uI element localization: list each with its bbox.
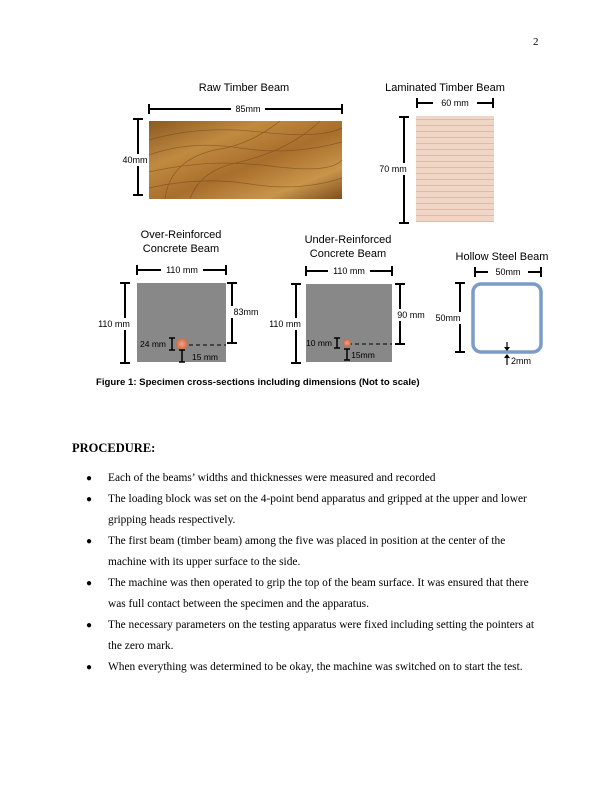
over-reinforced-beam — [94, 229, 262, 363]
hollow-steel-section — [473, 284, 541, 352]
under-reinforced-height-label: 110 mm — [269, 319, 301, 329]
over-reinforced-title-2: Concrete Beam — [142, 243, 220, 255]
raw-timber-beam — [118, 82, 342, 199]
over-reinforced-height-label: 110 mm — [98, 319, 130, 329]
hollow-steel-title: Hollow Steel Beam — [455, 251, 549, 263]
hollow-steel-thickness-label: 2mm — [511, 356, 531, 366]
under-reinforced-depth-label: 90 mm — [397, 310, 425, 320]
raw-timber-section — [149, 121, 342, 199]
laminated-width-label: 60 mm — [441, 98, 469, 108]
list-item — [86, 531, 536, 573]
list-item-text: The necessary parameters on the testing apparatus were fixed including setting the pointers at the zero mark. — [108, 619, 535, 652]
under-reinforced-beam — [266, 234, 430, 363]
page-number: 2 — [533, 36, 539, 48]
procedure-list — [86, 468, 536, 678]
list-item — [86, 615, 536, 657]
bullet-icon: ● — [86, 662, 93, 673]
list-item — [86, 489, 536, 531]
laminated-height-label: 70 mm — [379, 164, 407, 174]
over-reinforced-width-label: 110 mm — [166, 265, 198, 275]
under-reinforced-bar-label: 15mm — [351, 350, 375, 360]
laminated-timber-section — [416, 116, 494, 222]
list-item-text: The loading block was set on the 4-point bend apparatus and gripped at the upper and lower gripping heads respectively. — [108, 493, 527, 526]
under-reinforced-width-label: 110 mm — [333, 266, 365, 276]
over-reinforced-title-1: Over-Reinforced — [140, 229, 222, 241]
under-reinforced-cover-label: 10 mm — [306, 338, 332, 348]
list-item — [86, 468, 536, 489]
bullet-icon: ● — [86, 578, 93, 589]
over-reinforced-rebar — [176, 338, 188, 350]
over-reinforced-bar-label: 15 mm — [192, 352, 218, 362]
list-item-text: The first beam (timber beam) among the five was placed in position at the center of the machine with its upper surface to the side. — [108, 535, 506, 568]
under-reinforced-section — [306, 284, 392, 362]
raw-timber-title: Raw Timber Beam — [198, 82, 290, 94]
bullet-icon: ● — [86, 620, 93, 631]
bullet-icon: ● — [86, 536, 93, 547]
bullet-icon: ● — [86, 473, 93, 484]
under-reinforced-rebar — [343, 339, 351, 347]
bullet-icon: ● — [86, 494, 93, 505]
figure-caption: Figure 1: Specimen cross-sections including dimensions (Not to scale) — [96, 377, 420, 388]
list-item — [86, 657, 536, 678]
hollow-steel-beam — [430, 251, 548, 366]
hollow-steel-width-label: 50mm — [495, 267, 521, 277]
under-reinforced-title-2: Concrete Beam — [309, 248, 387, 260]
list-item-text: Each of the beams’ widths and thicknesses were measured and recorded — [108, 472, 436, 484]
list-item-text: When everything was determined to be okay, the machine was switched on to start the test. — [108, 661, 523, 673]
laminated-timber-beam — [375, 82, 505, 223]
over-reinforced-cover-label: 24 mm — [140, 339, 166, 349]
raw-timber-width-label: 85mm — [235, 104, 261, 114]
list-item-text: The machine was then operated to grip the top of the beam surface. It was ensured that there was full contact between the specimen and the apparatus. — [108, 577, 529, 610]
procedure-heading: PROCEDURE: — [72, 441, 156, 455]
under-reinforced-title-1: Under-Reinforced — [304, 234, 392, 246]
hollow-steel-height-label: 50mm — [435, 313, 461, 323]
over-reinforced-depth-label: 83mm — [233, 307, 259, 317]
raw-timber-height-label: 40mm — [122, 155, 148, 165]
laminated-timber-title: Laminated Timber Beam — [385, 82, 505, 94]
list-item — [86, 573, 536, 615]
